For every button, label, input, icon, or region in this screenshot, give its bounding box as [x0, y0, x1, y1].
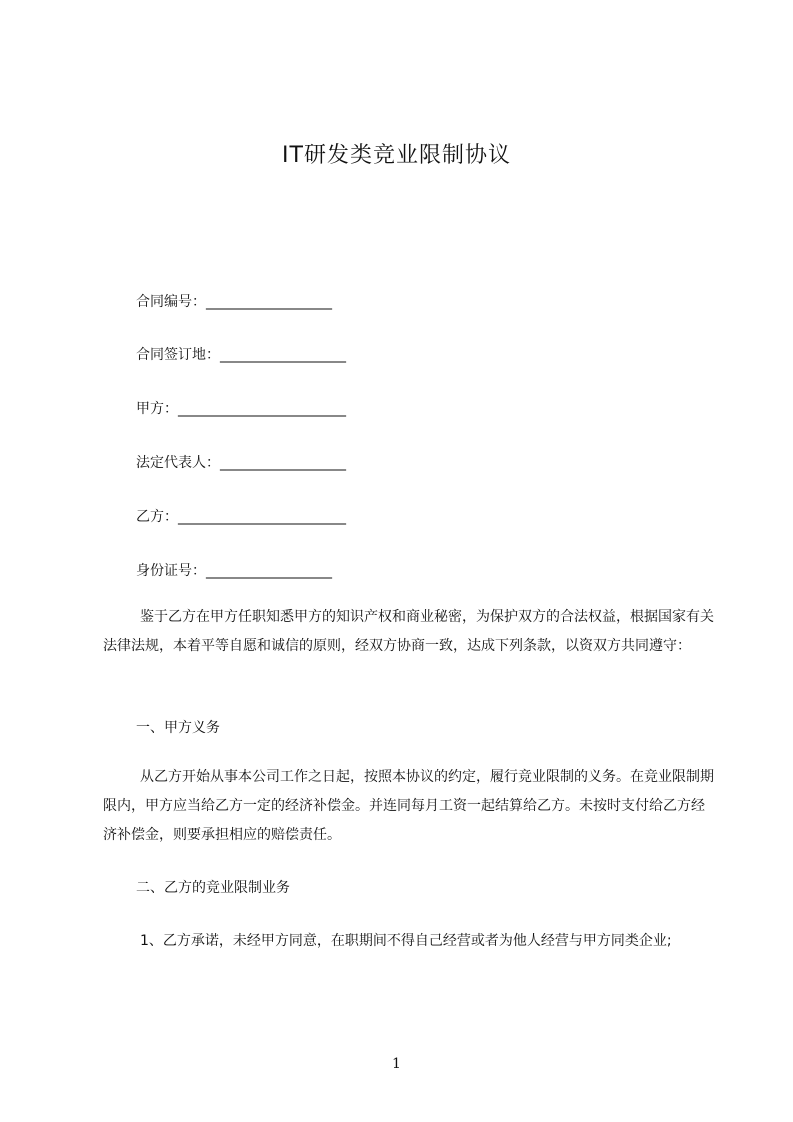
page-number: 1	[392, 1056, 401, 1072]
signing-place-field: 合同签订地：__________________	[136, 347, 346, 363]
party-b-field: 乙方：________________________	[136, 509, 346, 525]
party-a-field: 甲方：________________________	[136, 401, 346, 417]
section-1-heading: 一、甲方义务	[136, 720, 220, 736]
document-title: IT研发类竞业限制协议	[282, 143, 511, 168]
contract-number-field: 合同编号：__________________	[136, 294, 332, 310]
section-2-item-1: 1、乙方承诺，未经甲方同意，在职期间不得自己经营或者为他人经营与甲方同类企业;	[140, 933, 672, 949]
preamble-paragraph: 鉴于乙方在甲方任职知悉甲方的知识产权和商业秘密，为保护双方的合法权益，根据国家有关法律法规，本着平等自愿和诚信的原则，经双方协商一致，达成下列条款，以资双方共同遵守：	[103, 609, 714, 654]
legal-representative-field: 法定代表人：__________________	[136, 455, 346, 471]
section-1-body: 从乙方开始从事本公司工作之日起，按照本协议的约定，履行竞业限制的义务。在竞业限制期限内，甲方应当给乙方一定的经济补偿金。并连同每月工资一起结算给乙方。未按时支付给乙方经济补偿金，则要承担相应的赔偿责任。	[103, 769, 714, 843]
id-number-field: 身份证号：__________________	[136, 563, 332, 579]
section-2-heading: 二、乙方的竞业限制业务	[136, 880, 290, 896]
